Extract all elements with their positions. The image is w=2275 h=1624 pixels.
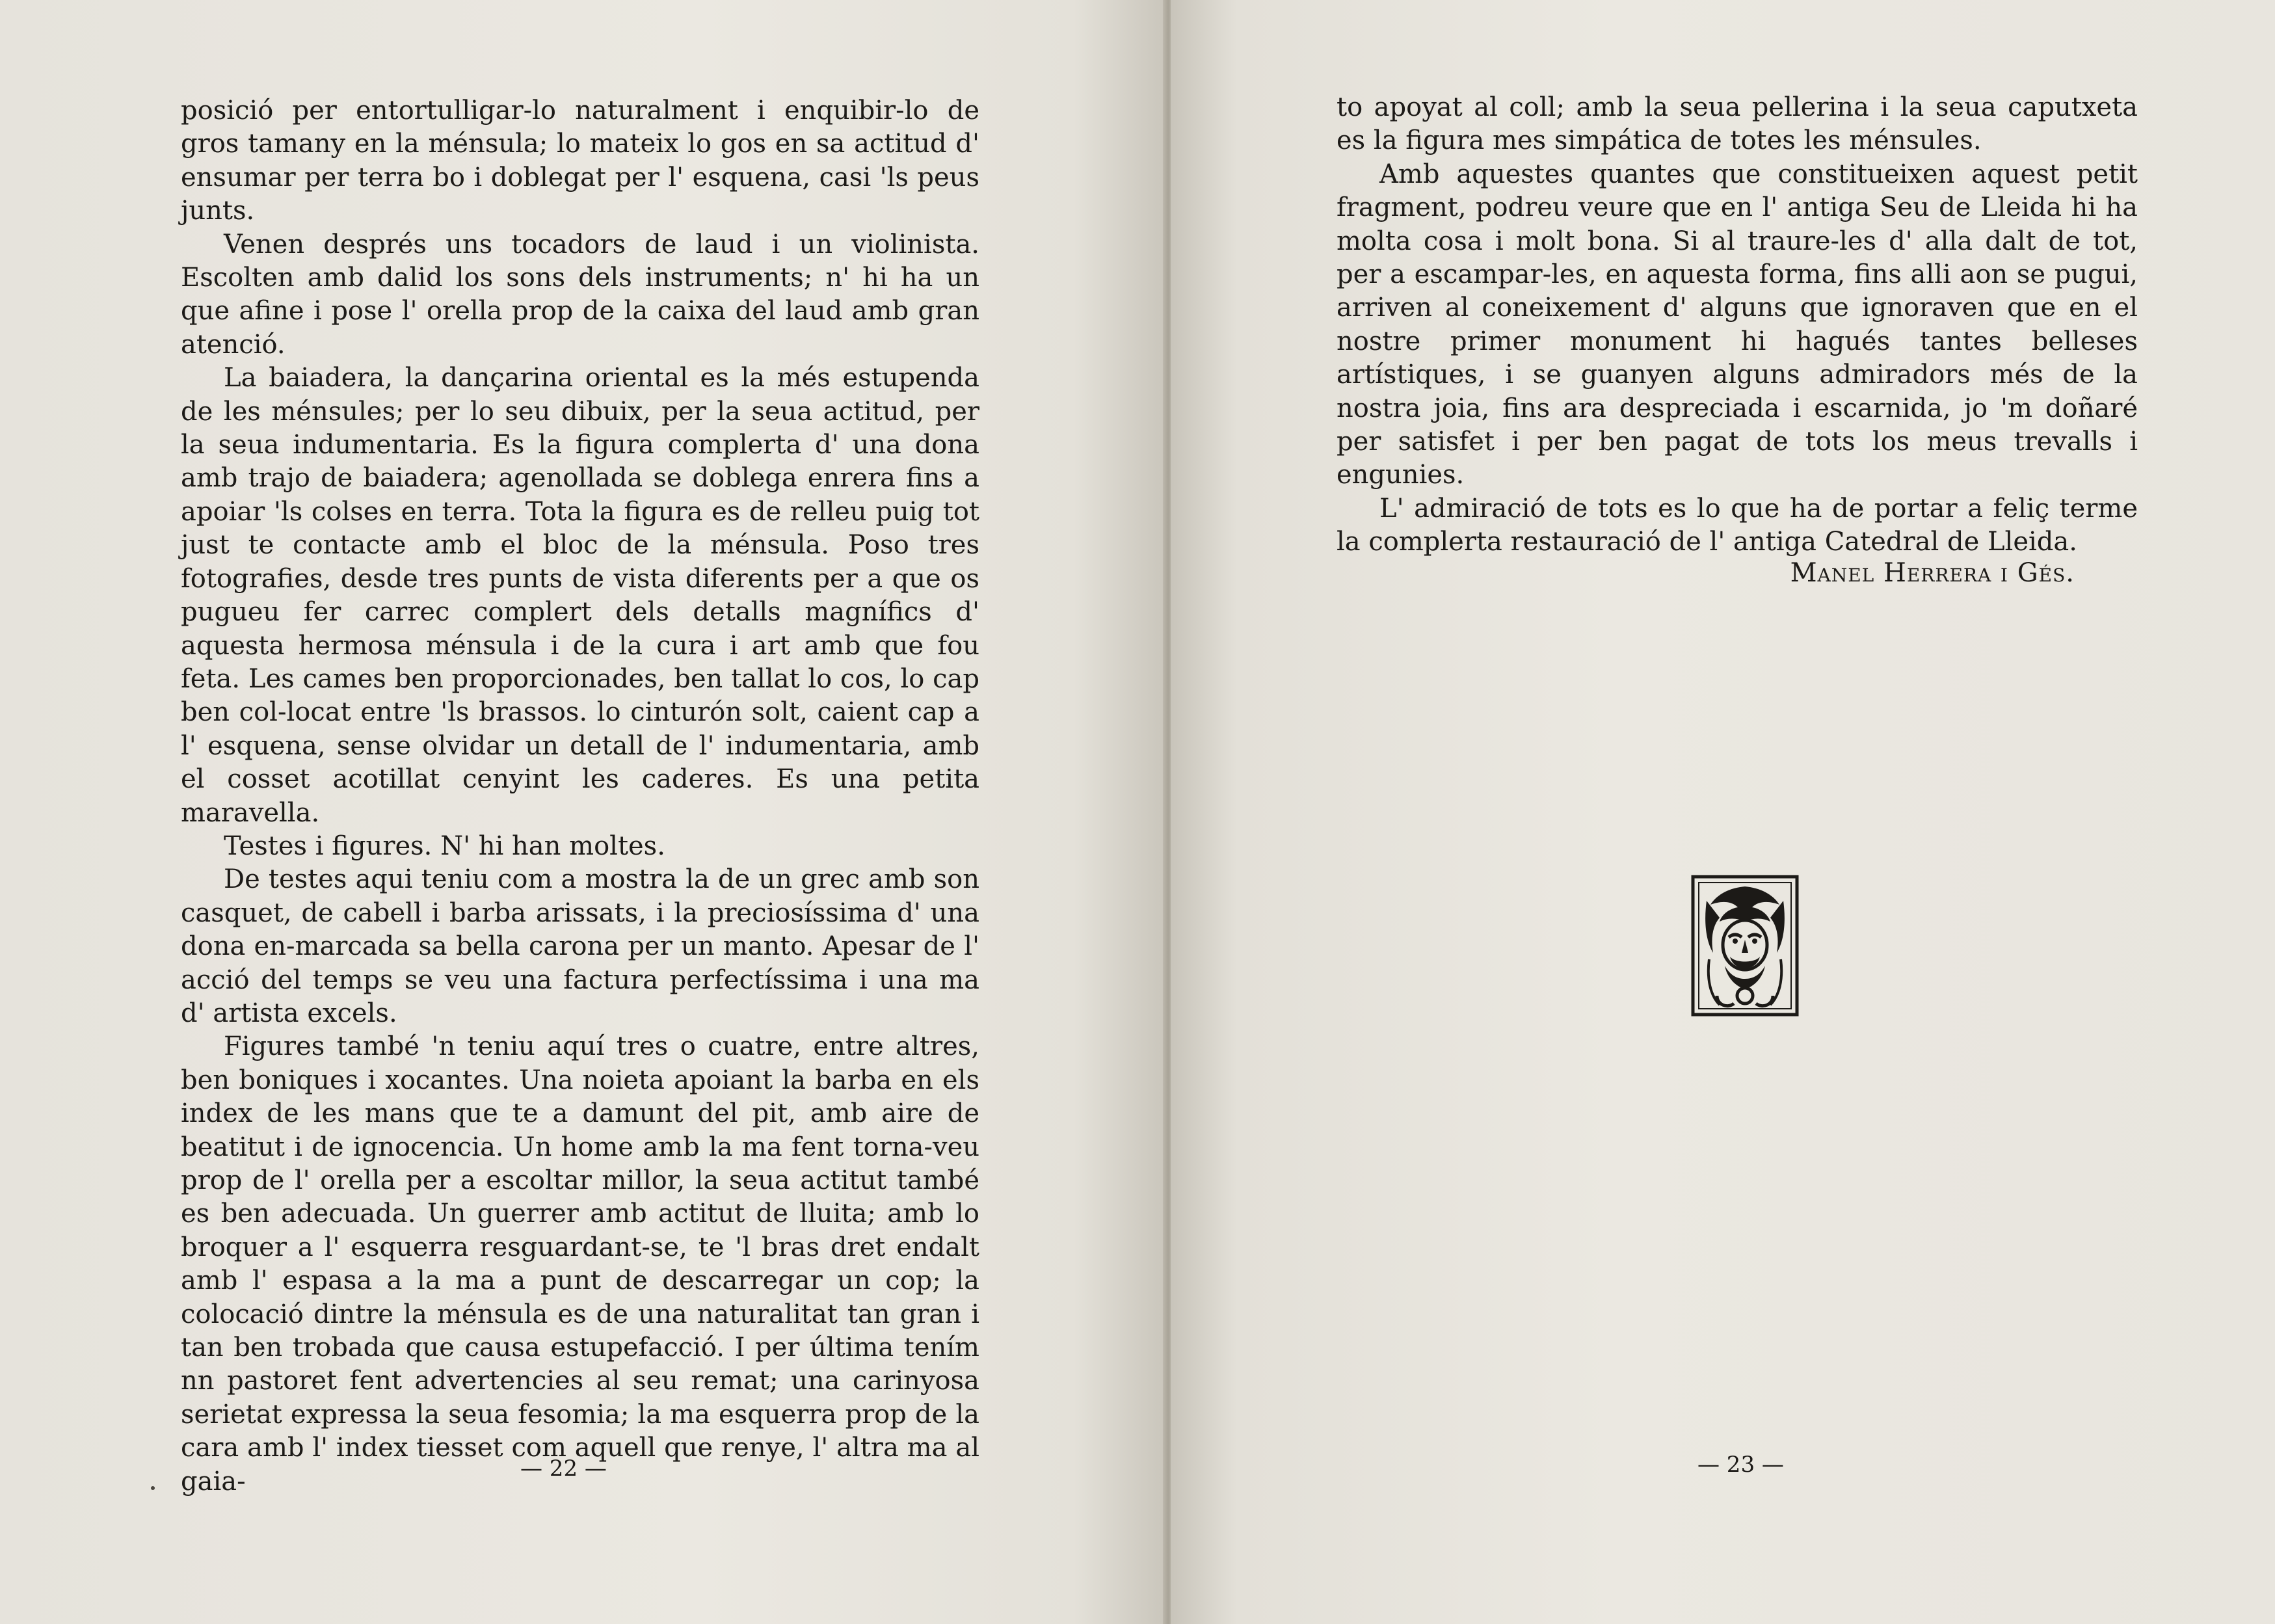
page-number-right: — 23 —	[1697, 1452, 1784, 1478]
paragraph: to apoyat al coll; amb la seua pellerina i la seua caputxeta es la figura mes simpática de totes les ménsules.	[1337, 92, 2138, 156]
right-page	[1171, 0, 2275, 1624]
paragraph: Amb aquestes quantes que constitueixen aquest petit fragment, podreu veure que en l' antiga Seu de Lleida hi ha molta cosa i molt bona. Si al traure-les d' alla dalt de tot, per a escampar-les, en aquesta forma, fins alli aon se pugui, arriven al coneixement d' alguns que ignoraven que en el nostre primer monument hi hagués tantes belleses artístiques, i se guanyen alguns admiradors més de la nostra joia, fins ara despreciada i escarnida, jo 'm doñaré per satisfet i per ben pagat de tots los meus trevalls i engunies.	[1337, 159, 2138, 490]
paragraph: La baiadera, la dançarina oriental es la més estupenda de les ménsules; per lo seu dibuix, per la seua actitud, per la seua indumentaria. Es la figura complerta d' una dona amb trajo de baiadera; agenollada se doblega enrera fins a apoiar 'ls colses en terra. Tota la figura es de relleu puig tot just te contacte amb el bloc de la ménsula. Poso tres fotografies, desde tres punts de vista diferents per a que os pugueu fer carrec complert dels detalls magnífics d' aquesta hermosa ménsula i de la cura i art amb que fou feta. Les cames ben proporcionades, ben tallat lo cos, lo cap ben col-locat entre 'ls brassos. lo cinturón solt, caient cap a l' esquena, sense olvidar un detall de l' indumentaria, amb el cosset acotillat cenyint les caderes. Es una petita maravella.	[181, 363, 979, 828]
paragraph: posició per entortulligar-lo naturalment i enquibir-lo de gros tamany en la ménsula; lo mateix lo gos en sa actitud d' ensumar per terra bo i doblegat per l' esquena, casi 'ls peus junts.	[181, 96, 979, 226]
paragraph: Venen després uns tocadors de laud i un violinista. Escolten amb dalid los sons dels instruments; n' hi ha un que afine i pose l' orella prop de la caixa del laud amb gran atenció.	[181, 229, 979, 360]
author-name: Manel Herrera i Gés.	[1790, 558, 2075, 588]
left-page-text	[181, 94, 979, 1498]
right-page-text	[1337, 91, 2138, 559]
paper-speck	[151, 1486, 155, 1490]
paragraph: De testes aqui teniu com a mostra la de un grec amb son casquet, de cabell i barba arissats, i la preciosíssima d' una dona en-marcada sa bella carona per un manto. Apesar de l' acció del temps se veu una factura perfectíssima i una ma d' artista excels.	[181, 864, 979, 1028]
paragraph: Testes i figures. N' hi han moltes.	[224, 831, 665, 861]
paragraph: Figures també 'n teniu aquí tres o cuatre, entre altres, ben boniques i xocantes. Una noieta apoiant la barba en els index de les mans que te a damunt del pit, amb aire de beatitut i de ignocencia. Un home amb la ma fent torna-veu prop de l' orella per a escoltar millor, la seua actitut també es ben adecuada. Un guerrer amb actitut de lluita; amb lo broquer a l' esquerra resguardant-se, te 'l bras dret endalt amb l' espasa a la ma a punt de descarregar un cop; la colocació dintre la ménsula es de una naturalitat tan gran i tan ben trobada que causa estupefacció. I per última tením nn pastoret fent advertencies al seu remat; una carinyosa serietat expressa la seua fesomia; la ma esquerra prop de la cara amb l' index tiesset com aquell que renye, l' altra ma al gaia-	[181, 1032, 979, 1497]
author-signature	[1171, 556, 2075, 590]
page-number-left: — 22 —	[520, 1456, 607, 1482]
mascaron-ornament-icon	[1691, 875, 1799, 1017]
paragraph: L' admiració de tots es lo que ha de portar a feliç terme la complerta restauració de l' antiga Catedral de Lleida.	[1337, 493, 2138, 557]
